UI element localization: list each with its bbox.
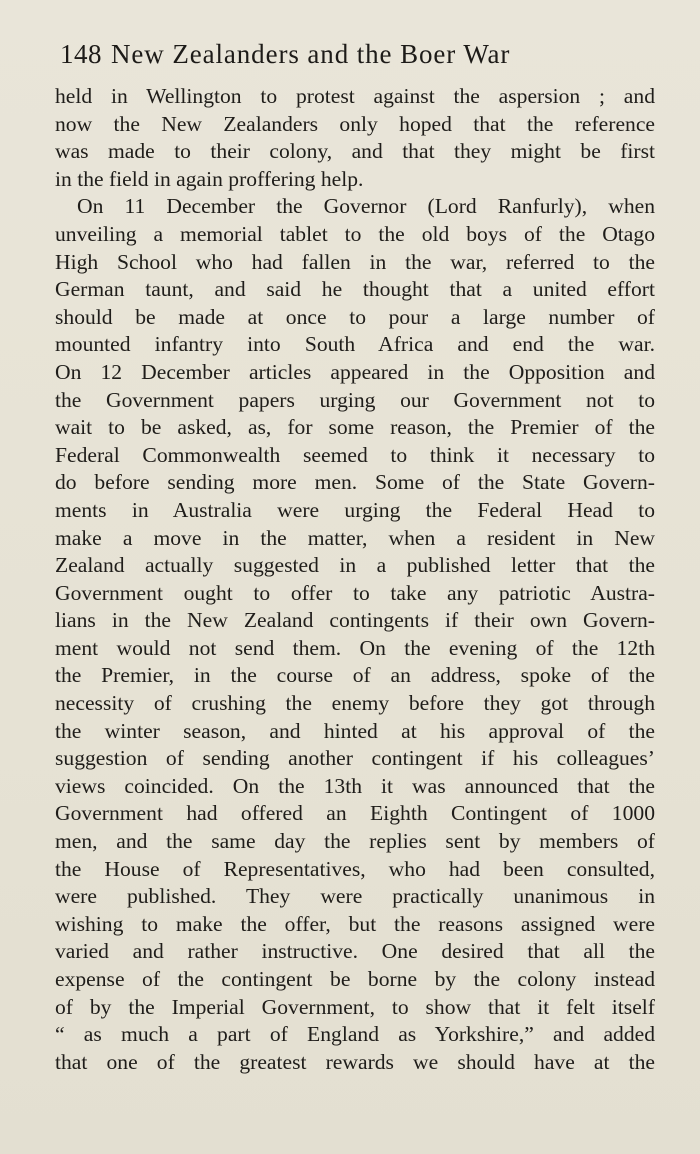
paragraph-first-line: On 11 December the Governor (Lord Ranfurly), when	[77, 194, 655, 219]
text-line: of by the Imperial Government, to show that it felt itself	[55, 994, 655, 1019]
text-line: Zealand actually suggested in a published letter that the	[55, 553, 655, 578]
page-number: 148	[60, 39, 102, 69]
text-line: Government had offered an Eighth Contingent of 1000	[55, 801, 655, 826]
text-line: unveiling a memorial tablet to the old boys of the Otago	[55, 221, 655, 246]
text-line: views coincided. On the 13th it was announced that the	[55, 773, 655, 798]
text-line: were published. They were practically unanimous in	[55, 884, 655, 909]
text-line: mounted infantry into South Africa and end the war.	[55, 332, 655, 357]
text-line: Federal Commonwealth seemed to think it necessary to	[55, 442, 655, 467]
text-line: that one of the greatest rewards we should have at the	[55, 1049, 655, 1074]
text-line: ments in Australia were urging the Federal Head to	[55, 497, 655, 522]
text-line: wait to be asked, as, for some reason, the Premier of the	[55, 415, 655, 440]
page-header	[60, 36, 660, 72]
text-line: the Government papers urging our Government not to	[55, 387, 655, 412]
text-line: was made to their colony, and that they might be first	[55, 139, 655, 164]
body-text	[55, 83, 655, 1076]
text-line: the Premier, in the course of an address, spoke of the	[55, 663, 655, 688]
text-line: ment would not send them. On the evening of the 12th	[55, 635, 655, 660]
text-line: High School who had fallen in the war, referred to the	[55, 249, 655, 274]
text-line: do before sending more men. Some of the State Govern-	[55, 470, 655, 495]
text-line: German taunt, and said he thought that a united effort	[55, 277, 655, 302]
text-line: suggestion of sending another contingent if his colleagues’	[55, 746, 655, 771]
text-line: varied and rather instructive. One desired that all the	[55, 939, 655, 964]
text-line: held in Wellington to protest against the aspersion ; and	[55, 84, 655, 108]
text-line: wishing to make the offer, but the reasons assigned were	[55, 911, 655, 936]
text-line: lians in the New Zealand contingents if their own Govern-	[55, 608, 655, 633]
running-title: New Zealanders and the Boer War	[111, 39, 511, 69]
text-line: necessity of crushing the enemy before they got through	[55, 691, 655, 716]
text-line: expense of the contingent be borne by the colony instead	[55, 967, 655, 991]
text-line: the winter season, and hinted at his approval of the	[55, 718, 655, 743]
text-line: in the field in again proffering help.	[55, 166, 364, 191]
text-line: should be made at once to pour a large number of	[55, 304, 655, 329]
text-line: make a move in the matter, when a resident in New	[55, 525, 655, 550]
text-line: now the New Zealanders only hoped that the reference	[55, 111, 655, 136]
text-line: the House of Representatives, who had been consulted,	[55, 856, 655, 881]
text-line: On 12 December articles appeared in the Opposition and	[55, 359, 655, 384]
text-line: men, and the same day the replies sent by members of	[55, 829, 655, 854]
text-line: Government ought to offer to take any patriotic Austra-	[55, 580, 655, 605]
text-line: “ as much a part of England as Yorkshire,” and added	[55, 1022, 655, 1047]
